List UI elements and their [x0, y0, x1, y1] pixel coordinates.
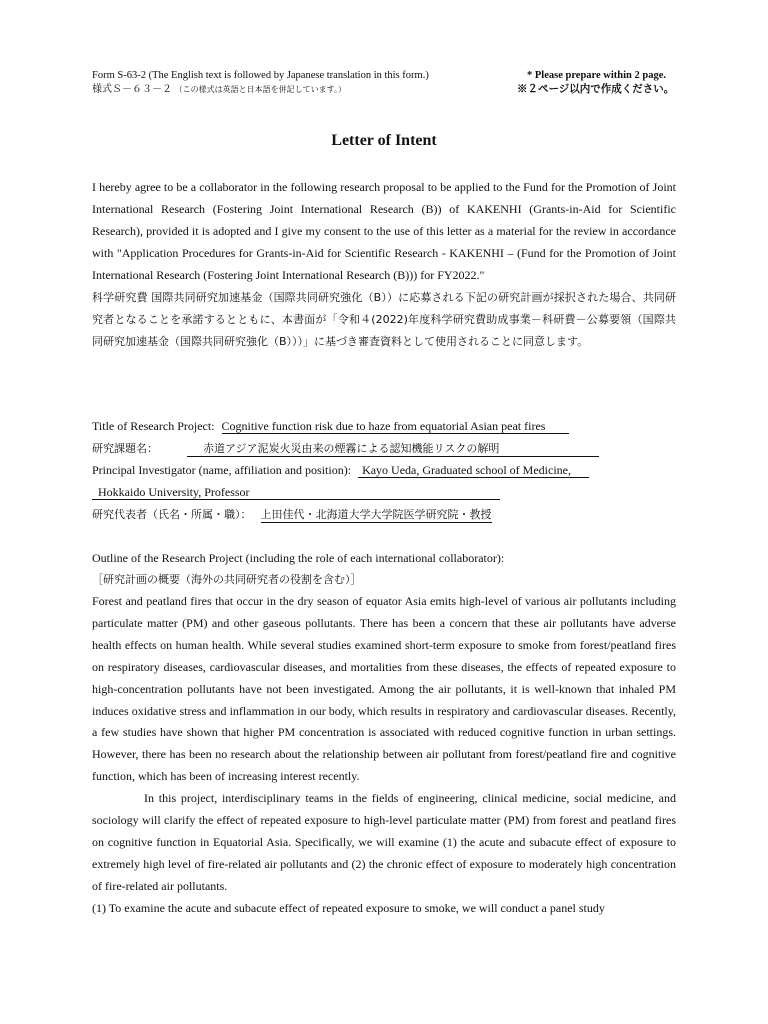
- form-number-jp: 様式Ｓ－６３－２: [92, 84, 172, 95]
- project-title-value-jp: 赤道アジア泥炭火災由来の煙霧による認知機能リスクの解明: [187, 442, 599, 457]
- pi-value-en-2: Hokkaido University, Professor: [92, 485, 500, 500]
- outline-heading: [92, 547, 676, 591]
- pi-jp-row: [92, 506, 492, 523]
- pi-en-row: [92, 462, 589, 478]
- project-title-en-row: [92, 418, 569, 434]
- document-title: Letter of Intent: [331, 132, 437, 149]
- intro-statement: [92, 177, 676, 353]
- page-limit-note: [517, 69, 674, 97]
- project-title-jp-row: [92, 440, 599, 457]
- project-title-value-en: Cognitive function risk due to haze from equatorial Asian peat fires: [222, 419, 570, 434]
- pi-label-jp: 研究代表者（氏名・所属・職）：: [92, 508, 252, 521]
- pi-value-jp: 上田佳代・北海道大学大学院医学研究院・教授: [260, 508, 492, 521]
- page-limit-en: * Please prepare within 2 page.: [527, 70, 667, 81]
- outline-paragraph-1: Forest and peatland fires that occur in the dry season of equator Asia emits high-level of various air pollutants including particulate matter (PM) and other gaseous pollutants. There has been a concern that these air pollutants have adverse health effects on human health. While several studies examined short-term exposure to smoke from forest/peatland fires on respiratory diseases, cardiovascular diseases, and mortalities from these diseases, the effects of repeated exposure to high-concentration pollutants have not been investigated. Among the air pollutants, it is well-known that inhaled PM induces oxidative stress and inflammation in our body, which results in respiratory and cardiovascular diseases. Recently, a few studies have shown that higher PM concentration is associated with reduced cognitive function in urban settings. However, there has been no research about the relationship between air pollutant from forest/peatland fire and cognitive function, which has been of increasing interest recently.: [92, 594, 676, 784]
- page-limit-jp: ※２ページ以内で作成ください。: [517, 84, 675, 95]
- pi-en-row-2: [92, 484, 500, 500]
- outline-paragraph-3: (1) To examine the acute and subacute effect of repeated exposure to smoke, we will conduct a panel study: [92, 900, 605, 915]
- outline-paragraph-2: In this project, interdisciplinary teams in the fields of engineering, clinical medicine, social medicine, and sociology will clarify the effect of repeated exposure to high-level particulate matter (PM) from forest and peatland fires on cognitive function in Equatorial Asia. Specifically, we will examine (1) the acute and subacute effect of exposure to extremely high level of fire-related air pollutants and (2) the chronic effect of exposure to moderately high concentration of fire-related air pollutants.: [92, 791, 676, 893]
- intro-jp: 科学研究費 国際共同研究加速基金（国際共同研究強化（B））に応募される下記の研究計画が採択された場合、共同研究者となることを承諾するとともに、本書面が「令和４(2022)年度科学研究費助成事業－科研費－公募要領（国際共同研究加速基金（国際共同研究強化（B）））」に基づき審査資料として使用されることに同意します。: [92, 290, 676, 348]
- outline-body: [92, 591, 676, 920]
- pi-label-en: Principal Investigator (name, affiliation and position):: [92, 463, 352, 477]
- outline-heading-jp: ［研究計画の概要（海外の共同研究者の役割を含む）］: [92, 573, 362, 586]
- form-number-en: Form S-63-2 (The English text is followed by Japanese translation in this form.): [92, 70, 429, 81]
- form-note-jp: （この様式は英語と日本語を併記しています。）: [174, 85, 346, 94]
- pi-value-en-1: Kayo Ueda, Graduated school of Medicine,: [358, 463, 589, 478]
- project-title-label-en: Title of Research Project:: [92, 419, 215, 433]
- form-number: [92, 69, 429, 97]
- intro-en: I hereby agree to be a collaborator in the following research proposal to be applied to the Fund for the Promotion of Joint International Research (Fostering Joint International Research (B)) of KAKENHI (Grants-in-Aid for Scientific Research), provided it is adopted and I give my consent to the use of this letter as a material for the review in accordance with "Application Procedures for Grants-in-Aid for Scientific Research - KAKENHI – (Fund for the Promotion of Joint International Research (Fostering Joint International Research (B))) for FY2022.": [92, 180, 676, 282]
- outline-heading-en: Outline of the Research Project (including the role of each international collaborator):: [92, 551, 505, 565]
- project-title-label-jp: 研究課題名：: [92, 442, 158, 455]
